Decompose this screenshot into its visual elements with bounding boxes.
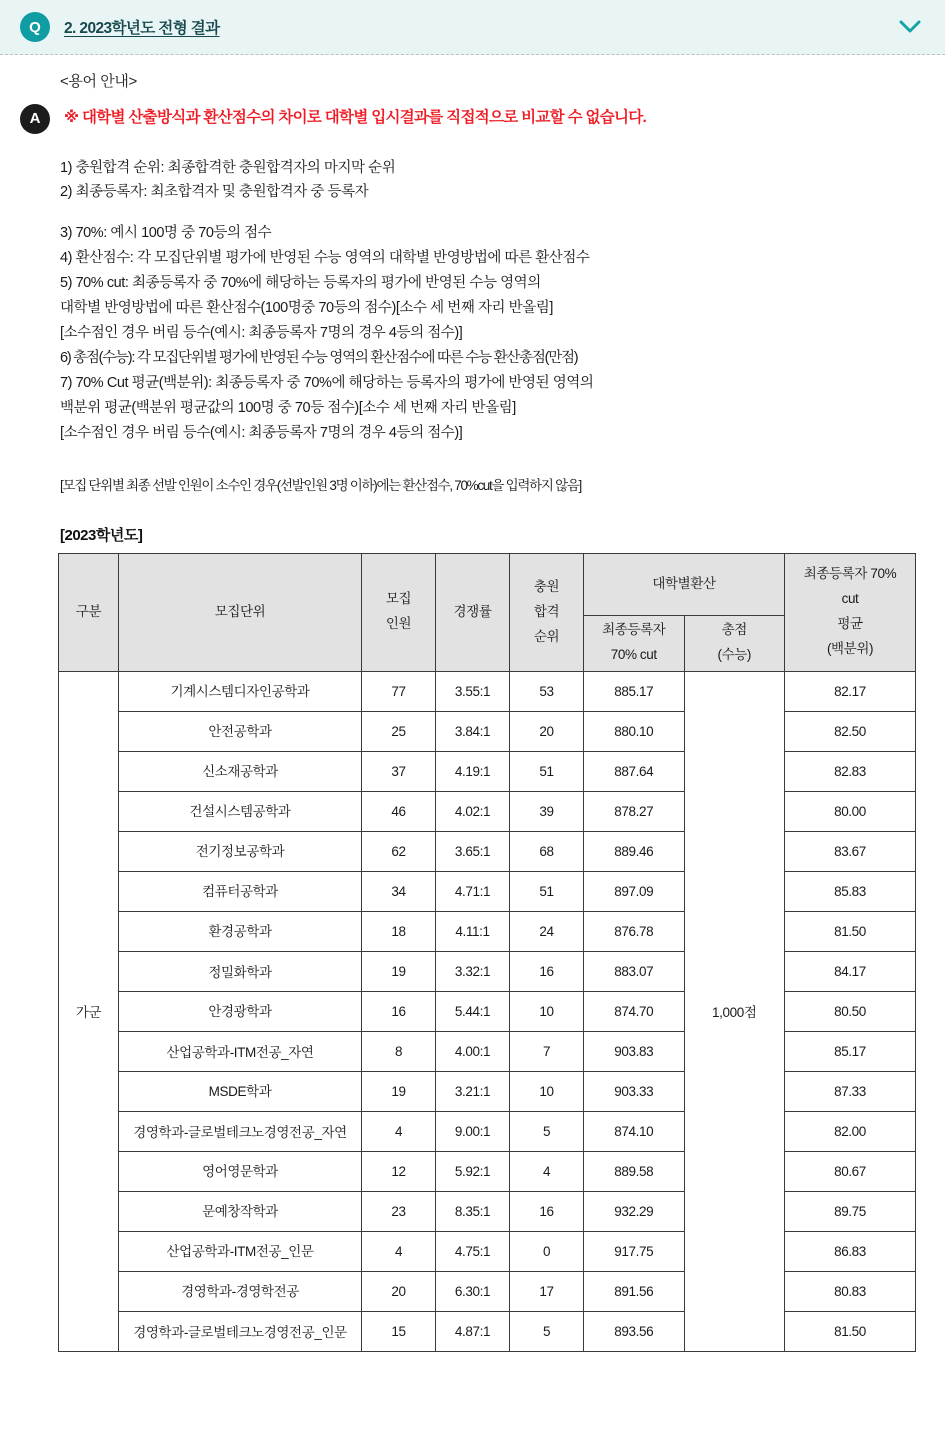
cell-conversion-cut: 887.64 bbox=[584, 751, 685, 791]
cell-conversion-cut: 876.78 bbox=[584, 911, 685, 951]
faq-answer-panel bbox=[0, 55, 945, 1352]
cell-ratio: 4.75:1 bbox=[436, 1231, 510, 1271]
cell-conversion-cut: 885.17 bbox=[584, 671, 685, 711]
definition-item: 5) 70% cut: 최종등록자 중 70%에 해당하는 등록자의 평가에 반영된 수능 영역의 bbox=[60, 275, 541, 292]
header-rank bbox=[510, 553, 584, 671]
table-row bbox=[59, 951, 916, 991]
header-cut-line1: 최종등록자 bbox=[602, 622, 666, 638]
table-row bbox=[59, 1191, 916, 1231]
cell-unit: 안전공학과 bbox=[119, 711, 362, 751]
header-unit: 모집단위 bbox=[119, 553, 362, 671]
header-rank-line3: 순위 bbox=[533, 628, 560, 644]
cell-unit: 영어영문학과 bbox=[119, 1151, 362, 1191]
faq-accordion-header[interactable] bbox=[0, 0, 945, 55]
table-row bbox=[59, 1271, 916, 1311]
cell-conversion-cut: 883.07 bbox=[584, 951, 685, 991]
cell-unit: 컴퓨터공학과 bbox=[119, 871, 362, 911]
table-caption: [2023학년도] bbox=[60, 526, 143, 544]
cell-total-score: 1,000점 bbox=[684, 671, 785, 1351]
cell-rank: 16 bbox=[510, 951, 584, 991]
cell-ratio: 4.02:1 bbox=[436, 791, 510, 831]
definition-item: [소수점인 경우 버림 등수(예시: 최종등록자 7명의 경우 4등의 점수)] bbox=[60, 424, 463, 441]
table-row bbox=[59, 911, 916, 951]
table-head bbox=[59, 553, 916, 671]
cell-conversion-cut: 889.58 bbox=[584, 1151, 685, 1191]
cell-rank: 5 bbox=[510, 1111, 584, 1151]
cell-rank: 10 bbox=[510, 1071, 584, 1111]
cell-rank: 0 bbox=[510, 1231, 584, 1271]
table-row bbox=[59, 751, 916, 791]
header-percentile-avg bbox=[785, 553, 916, 671]
term-guide-heading: <용어 안내> bbox=[60, 73, 137, 90]
cell-quota: 8 bbox=[362, 1031, 436, 1071]
cell-conversion-cut: 891.56 bbox=[584, 1271, 685, 1311]
table-header-row-1 bbox=[59, 553, 916, 615]
answer-badge: A bbox=[20, 104, 50, 134]
definition-item: 7) 70% Cut 평균(백분위): 최종등록자 중 70%에 해당하는 등록자의 평가에 반영된 영역의 bbox=[60, 375, 594, 391]
cell-unit: 경영학과-경영학전공 bbox=[119, 1271, 362, 1311]
definition-item: 3) 70%: 예시 100명 중 70등의 점수 bbox=[60, 225, 272, 242]
cell-unit: 산업공학과-ITM전공_인문 bbox=[119, 1231, 362, 1271]
cell-unit: MSDE학과 bbox=[119, 1071, 362, 1111]
cell-unit: 문예창작학과 bbox=[119, 1191, 362, 1231]
cell-ratio: 3.84:1 bbox=[436, 711, 510, 751]
cell-quota: 19 bbox=[362, 951, 436, 991]
header-quota-line1: 모집 bbox=[385, 591, 412, 607]
cell-conversion-cut: 893.56 bbox=[584, 1311, 685, 1351]
cell-ratio: 4.87:1 bbox=[436, 1311, 510, 1351]
table-row bbox=[59, 831, 916, 871]
small-cohort-note: [모집 단위별 최종 선발 인원이 소수인 경우(선발인원 3명 이하)에는 환산점수, 70%cut을 입력하지 않음] bbox=[60, 477, 582, 493]
cell-percentile-avg: 82.00 bbox=[785, 1111, 916, 1151]
cell-rank: 20 bbox=[510, 711, 584, 751]
cell-quota: 19 bbox=[362, 1071, 436, 1111]
answer-notice-row bbox=[0, 104, 945, 134]
header-group-conversion: 대학별환산 bbox=[584, 553, 785, 615]
cell-unit: 환경공학과 bbox=[119, 911, 362, 951]
cell-ratio: 6.30:1 bbox=[436, 1271, 510, 1311]
cell-percentile-avg: 80.67 bbox=[785, 1151, 916, 1191]
question-badge: Q bbox=[20, 12, 50, 42]
cell-rank: 10 bbox=[510, 991, 584, 1031]
cell-unit: 신소재공학과 bbox=[119, 751, 362, 791]
cell-gubun: 가군 bbox=[59, 671, 119, 1351]
cell-quota: 77 bbox=[362, 671, 436, 711]
cell-conversion-cut: 932.29 bbox=[584, 1191, 685, 1231]
cell-unit: 산업공학과-ITM전공_자연 bbox=[119, 1031, 362, 1071]
definition-item: 백분위 평균(백분위 평균값의 100명 중 70등 점수)[소수 세 번째 자리 반올림] bbox=[60, 399, 516, 416]
cell-conversion-cut: 917.75 bbox=[584, 1231, 685, 1271]
definition-item: [소수점인 경우 버림 등수(예시: 최종등록자 7명의 경우 4등의 점수)] bbox=[60, 325, 463, 342]
cell-percentile-avg: 82.17 bbox=[785, 671, 916, 711]
table-row bbox=[59, 1311, 916, 1351]
cell-unit: 기계시스템디자인공학과 bbox=[119, 671, 362, 711]
table-row bbox=[59, 991, 916, 1031]
cell-quota: 20 bbox=[362, 1271, 436, 1311]
header-cut-line2: 70% cut bbox=[610, 647, 657, 663]
cell-rank: 17 bbox=[510, 1271, 584, 1311]
chevron-down-icon[interactable] bbox=[897, 14, 923, 40]
cell-unit: 안경광학과 bbox=[119, 991, 362, 1031]
cell-ratio: 3.21:1 bbox=[436, 1071, 510, 1111]
cell-rank: 51 bbox=[510, 871, 584, 911]
header-final-cut bbox=[584, 615, 685, 671]
cell-quota: 34 bbox=[362, 871, 436, 911]
header-total-line2: (수능) bbox=[717, 647, 751, 663]
cell-percentile-avg: 80.00 bbox=[785, 791, 916, 831]
cell-quota: 12 bbox=[362, 1151, 436, 1191]
cell-conversion-cut: 874.70 bbox=[584, 991, 685, 1031]
cell-ratio: 8.35:1 bbox=[436, 1191, 510, 1231]
header-quota bbox=[362, 553, 436, 671]
definition-item: 대학별 반영방법에 따른 환산점수(100명중 70등의 점수)[소수 세 번째 자리 반올림] bbox=[60, 300, 553, 317]
faq-title-link[interactable]: 2. 2023학년도 전형 결과 bbox=[64, 20, 220, 37]
cell-unit: 경영학과-글로벌테크노경영전공_자연 bbox=[119, 1111, 362, 1151]
cell-percentile-avg: 82.50 bbox=[785, 711, 916, 751]
table-body bbox=[59, 671, 916, 1351]
cell-quota: 15 bbox=[362, 1311, 436, 1351]
cell-ratio: 4.00:1 bbox=[436, 1031, 510, 1071]
table-row bbox=[59, 671, 916, 711]
cell-unit: 건설시스템공학과 bbox=[119, 791, 362, 831]
cell-conversion-cut: 903.33 bbox=[584, 1071, 685, 1111]
cell-percentile-avg: 89.75 bbox=[785, 1191, 916, 1231]
header-avg-line1: 최종등록자 70% bbox=[803, 566, 897, 582]
header-avg-line2: cut bbox=[841, 591, 859, 607]
cell-unit: 정밀화학과 bbox=[119, 951, 362, 991]
cell-percentile-avg: 84.17 bbox=[785, 951, 916, 991]
header-avg-line3: 평균 bbox=[837, 616, 863, 632]
definition-item: 1) 충원합격 순위: 최종합격한 충원합격자의 마지막 순위 bbox=[60, 159, 396, 176]
table-row bbox=[59, 1071, 916, 1111]
admissions-results-table bbox=[58, 553, 916, 1352]
results-table-wrapper bbox=[58, 553, 916, 1352]
cell-ratio: 3.32:1 bbox=[436, 951, 510, 991]
cell-rank: 68 bbox=[510, 831, 584, 871]
table-row bbox=[59, 1231, 916, 1271]
cell-percentile-avg: 85.17 bbox=[785, 1031, 916, 1071]
cell-rank: 5 bbox=[510, 1311, 584, 1351]
definition-item: 2) 최종등록자: 최초합격자 및 충원합격자 중 등록자 bbox=[60, 184, 369, 201]
cell-rank: 39 bbox=[510, 791, 584, 831]
cell-quota: 18 bbox=[362, 911, 436, 951]
cell-conversion-cut: 897.09 bbox=[584, 871, 685, 911]
header-rank-line2: 합격 bbox=[533, 603, 560, 619]
header-rank-line1: 충원 bbox=[533, 578, 560, 594]
cell-ratio: 3.65:1 bbox=[436, 831, 510, 871]
header-ratio: 경쟁률 bbox=[436, 553, 510, 671]
cell-conversion-cut: 874.10 bbox=[584, 1111, 685, 1151]
cell-percentile-avg: 82.83 bbox=[785, 751, 916, 791]
definition-item: 4) 환산점수: 각 모집단위별 평가에 반영된 수능 영역의 대학별 반영방법에 따른 환산점수 bbox=[60, 250, 590, 267]
cell-quota: 4 bbox=[362, 1111, 436, 1151]
cell-quota: 62 bbox=[362, 831, 436, 871]
cell-rank: 7 bbox=[510, 1031, 584, 1071]
cell-ratio: 5.92:1 bbox=[436, 1151, 510, 1191]
cell-quota: 46 bbox=[362, 791, 436, 831]
definition-list bbox=[60, 156, 945, 446]
header-avg-line4: (백분위) bbox=[826, 641, 874, 657]
header-quota-line2: 인원 bbox=[385, 616, 412, 632]
cell-quota: 16 bbox=[362, 991, 436, 1031]
cell-rank: 51 bbox=[510, 751, 584, 791]
header-total-score bbox=[684, 615, 785, 671]
cell-quota: 4 bbox=[362, 1231, 436, 1271]
cell-ratio: 4.71:1 bbox=[436, 871, 510, 911]
answer-notice-text: ※ 대학별 산출방식과 환산점수의 차이로 대학별 입시결과를 직접적으로 비교할 수 없습니다. bbox=[64, 108, 647, 126]
cell-unit: 전기정보공학과 bbox=[119, 831, 362, 871]
cell-percentile-avg: 80.50 bbox=[785, 991, 916, 1031]
cell-ratio: 4.11:1 bbox=[436, 911, 510, 951]
cell-conversion-cut: 878.27 bbox=[584, 791, 685, 831]
table-row bbox=[59, 871, 916, 911]
table-row bbox=[59, 1151, 916, 1191]
cell-conversion-cut: 889.46 bbox=[584, 831, 685, 871]
table-row bbox=[59, 791, 916, 831]
cell-ratio: 3.55:1 bbox=[436, 671, 510, 711]
cell-quota: 25 bbox=[362, 711, 436, 751]
cell-ratio: 4.19:1 bbox=[436, 751, 510, 791]
cell-percentile-avg: 81.50 bbox=[785, 1311, 916, 1351]
definition-item: 6) 총점(수능): 각 모집단위별 평가에 반영된 수능 영역의 환산점수에 따른 수능 환산총점(만점) bbox=[60, 350, 578, 367]
cell-percentile-avg: 81.50 bbox=[785, 911, 916, 951]
cell-rank: 53 bbox=[510, 671, 584, 711]
cell-quota: 23 bbox=[362, 1191, 436, 1231]
cell-quota: 37 bbox=[362, 751, 436, 791]
cell-percentile-avg: 83.67 bbox=[785, 831, 916, 871]
cell-rank: 16 bbox=[510, 1191, 584, 1231]
cell-conversion-cut: 880.10 bbox=[584, 711, 685, 751]
cell-percentile-avg: 87.33 bbox=[785, 1071, 916, 1111]
cell-rank: 24 bbox=[510, 911, 584, 951]
cell-percentile-avg: 86.83 bbox=[785, 1231, 916, 1271]
table-row bbox=[59, 1031, 916, 1071]
cell-percentile-avg: 80.83 bbox=[785, 1271, 916, 1311]
cell-percentile-avg: 85.83 bbox=[785, 871, 916, 911]
cell-ratio: 9.00:1 bbox=[436, 1111, 510, 1151]
table-row bbox=[59, 711, 916, 751]
table-row bbox=[59, 1111, 916, 1151]
header-gubun: 구분 bbox=[59, 553, 119, 671]
cell-unit: 경영학과-글로벌테크노경영전공_인문 bbox=[119, 1311, 362, 1351]
cell-conversion-cut: 903.83 bbox=[584, 1031, 685, 1071]
header-total-line1: 총점 bbox=[721, 622, 747, 638]
cell-rank: 4 bbox=[510, 1151, 584, 1191]
cell-ratio: 5.44:1 bbox=[436, 991, 510, 1031]
